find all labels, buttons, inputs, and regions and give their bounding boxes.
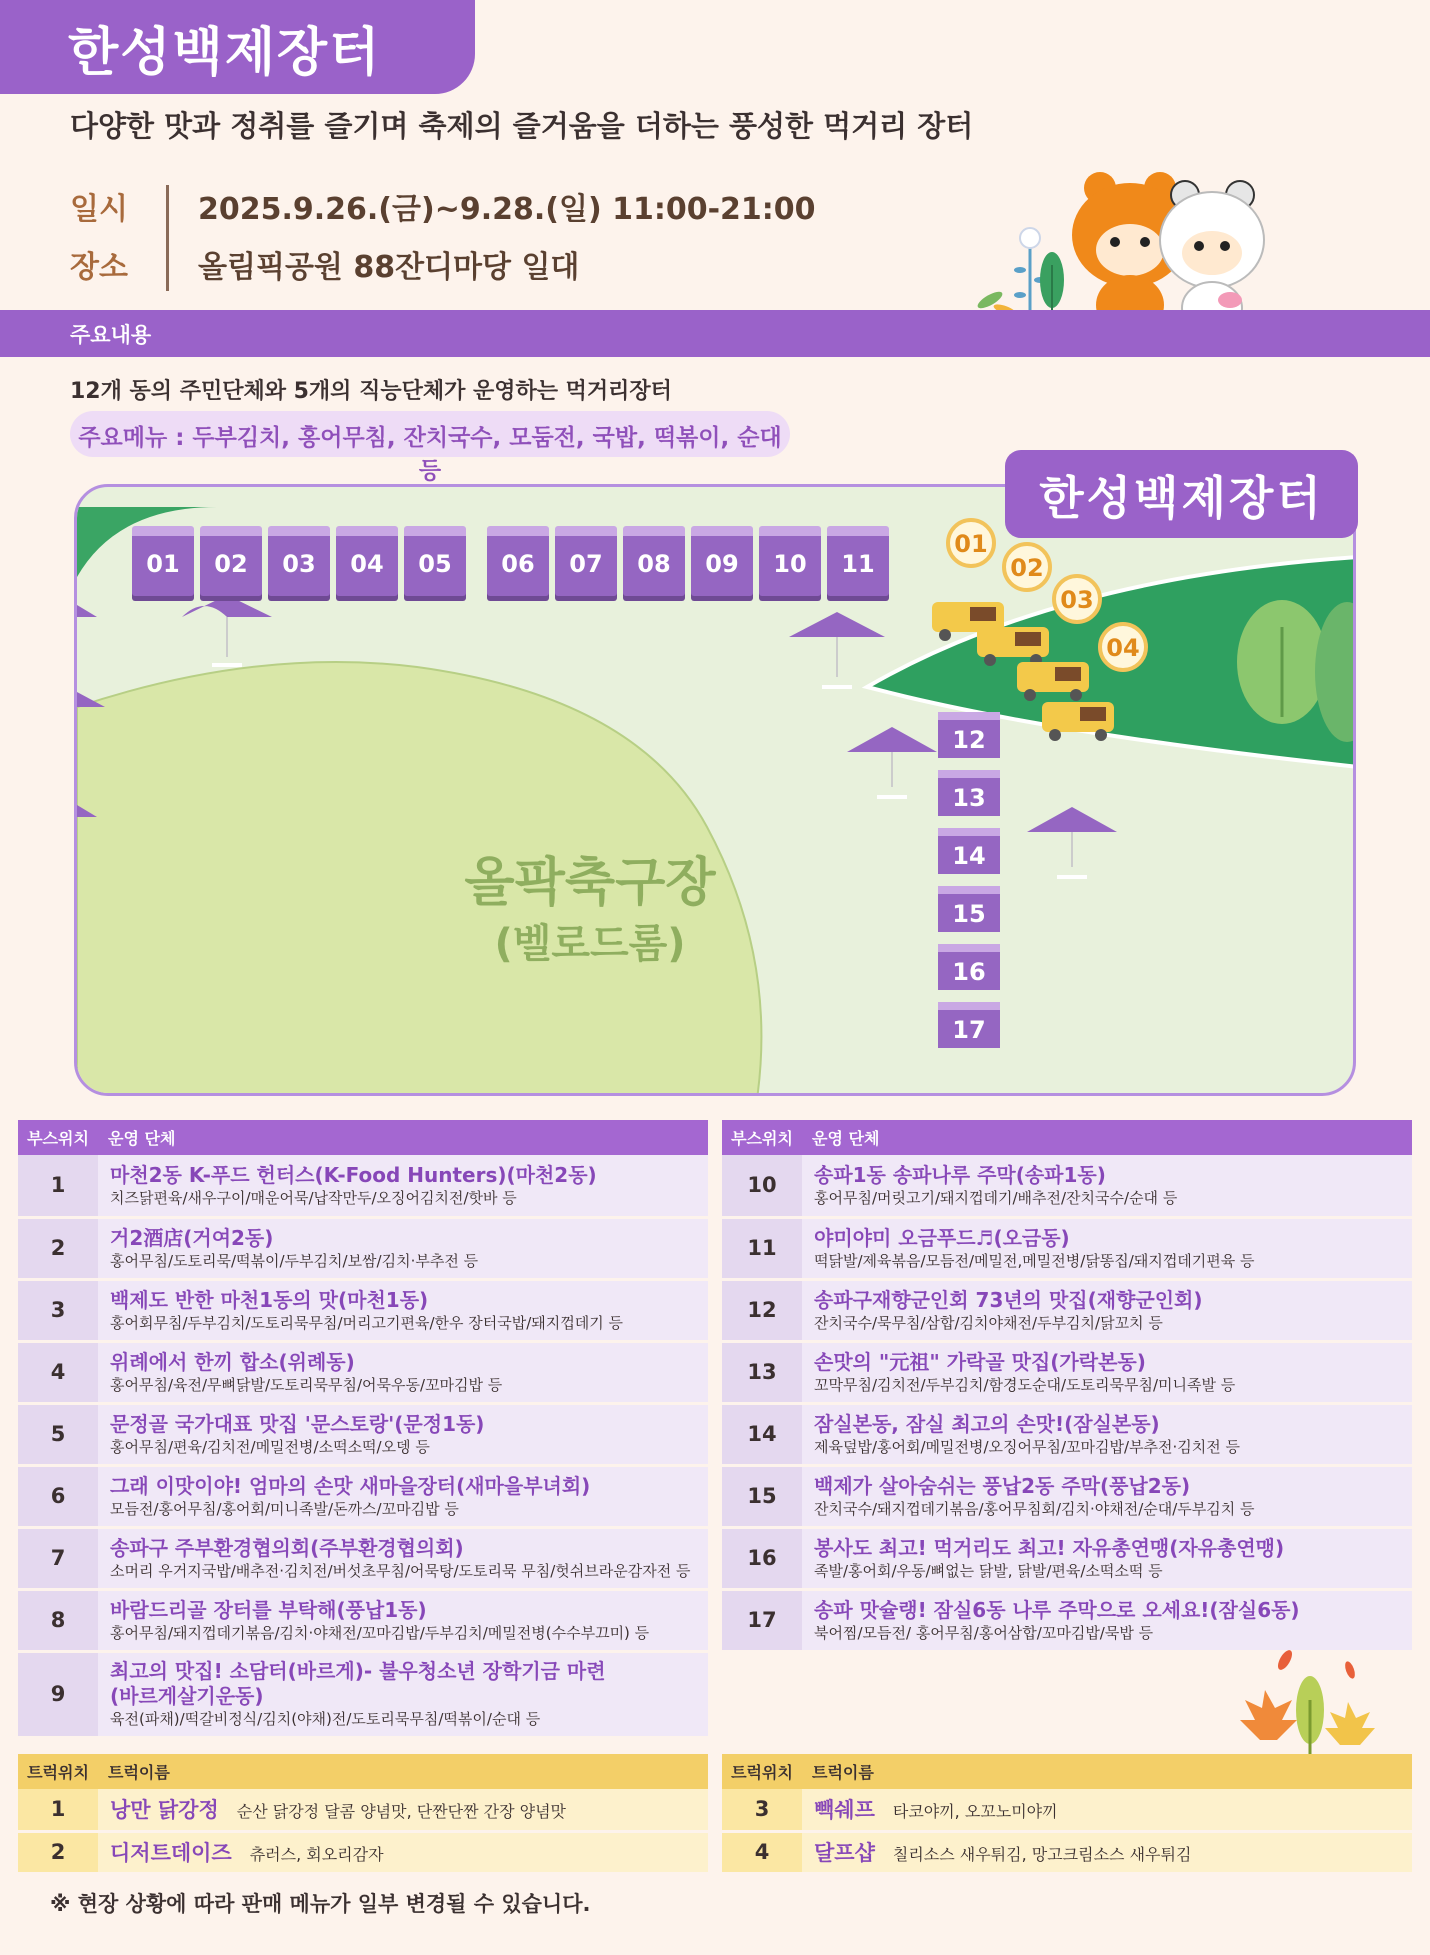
table-row [18,1403,708,1465]
truck-table-left [18,1754,708,1875]
booth-number: 17 [952,1016,986,1044]
table-row [18,1155,708,1217]
truck-no: 4 [722,1831,802,1873]
pin-number: 02 [1010,554,1044,582]
booth-no: 9 [18,1651,98,1737]
truck-name: 달프샵 [814,1841,875,1865]
operator-menu: 소머리 우거지국밥/배추전·김치전/버섯초무침/어묵탕/도토리묵 무침/헛쉬브라운감자전 등 [110,1561,691,1580]
col-truck-name: 트럭이름 [802,1754,1412,1789]
booth-no: 13 [722,1341,802,1403]
stadium-subname: (벨로드롬) [494,921,686,967]
operator-menu: 홍어무침/돼지껍데기볶음/김치·야채전/꼬마김밥/두부김치/메밀전병(수수부끄미) 등 [110,1623,650,1642]
col-truck-position: 트럭위치 [722,1754,802,1789]
operator-menu: 치즈닭편육/새우구이/매운어묵/납작만두/오징어김치전/핫바 등 [110,1188,517,1207]
booth-no: 4 [18,1341,98,1403]
truck-no: 1 [18,1789,98,1831]
booth-16[interactable] [938,944,1000,990]
table-header [18,1120,708,1155]
table-row [722,1279,1412,1341]
booth-number: 03 [282,550,316,578]
operator-menu: 육전(파채)/떡갈비정식/김치(야채)전/도토리묵무침/떡볶이/순대 등 [110,1710,541,1728]
booth-number: 13 [952,784,986,812]
truck-menu: 칠리소스 새우튀김, 망고크림소스 새우튀김 [892,1845,1192,1864]
map-title: 한성백제장터 [1039,471,1324,525]
operator-menu: 홍어무침/육전/무뼈닭발/도토리묵무침/어묵우동/꼬마김밥 등 [110,1375,503,1394]
operator-menu: 제육덮밥/홍어회/메밀전병/오징어무침/꼬마김밥/부추전·김치전 등 [814,1437,1241,1456]
food-truck-icon [977,627,1049,666]
operator-name-line2: (바르게살기운동) [110,1684,264,1708]
pin-number: 01 [954,530,988,558]
booth-number: 12 [952,726,986,754]
col-position: 부스위치 [18,1120,98,1155]
operator-name: 송파구 주부환경협의회(주부환경협의회) [110,1535,464,1560]
booth-number: 16 [952,958,986,986]
booth-01[interactable] [132,526,194,596]
booth-04[interactable] [336,526,398,596]
booth-no: 2 [18,1217,98,1279]
booth-02[interactable] [200,526,262,596]
truck-no: 2 [18,1831,98,1873]
plant-icon [975,228,1064,318]
booth-no: 11 [722,1217,802,1279]
col-truck-name: 트럭이름 [98,1754,708,1789]
booth-no: 1 [18,1155,98,1217]
operator-name: 위례에서 한끼 합소(위례동) [110,1349,355,1374]
table-row [18,1279,708,1341]
operator-menu: 홍어무침/머릿고기/돼지껍데기/배추전/잔치국수/순대 등 [814,1188,1178,1207]
operator-menu: 떡닭발/제육볶음/모듬전/메밀전,메밀전병/닭똥집/돼지껍데기편육 등 [814,1251,1255,1270]
operator-name: 잠실본동, 잠실 최고의 손맛!(잠실본동) [814,1411,1160,1436]
booth-no: 17 [722,1589,802,1651]
truck-pin-03[interactable] [1052,574,1102,624]
truck-name: 디저트데이즈 [110,1841,232,1865]
col-truck-position: 트럭위치 [18,1754,98,1789]
booth-17[interactable] [938,1002,1000,1048]
table-row [18,1527,708,1589]
table-row [722,1527,1412,1589]
booth-no: 8 [18,1589,98,1651]
booth-number: 01 [146,550,180,578]
booth-no: 3 [18,1279,98,1341]
pin-number: 03 [1060,586,1094,614]
booth-number: 08 [637,550,671,578]
table-row [18,1789,708,1831]
autumn-leaves-icon [1200,1640,1400,1770]
table-row [722,1217,1412,1279]
booth-03[interactable] [268,526,330,596]
truck-name: 낭만 닭강정 [110,1798,219,1823]
title-banner [0,0,475,94]
booth-11[interactable] [827,526,889,596]
table-header [722,1120,1412,1155]
section-title: 주요내용 [70,323,152,347]
truck-name: 빽쉐프 [814,1798,875,1823]
operator-name: 최고의 맛집! 소담터(바르게)- 불우청소년 장학기금 마련 [110,1659,606,1683]
table-row [722,1465,1412,1527]
info-divider [166,185,169,291]
page-title: 한성백제장터 [68,23,382,83]
operator-menu: 홍어무침/편육/김치전/메밀전병/소떡소떡/오뎅 등 [110,1437,430,1456]
booth-15[interactable] [938,886,1000,932]
booth-07[interactable] [555,526,617,596]
booth-no: 6 [18,1465,98,1527]
col-operator: 운영 단체 [98,1120,708,1155]
place-value: 올림픽공원 88잔디마당 일대 [198,250,580,285]
operator-name: 손맛의 "元祖" 가락골 맛집(가락본동) [814,1349,1146,1374]
booth-number: 10 [773,550,807,578]
table-row [18,1465,708,1527]
main-menu-pill [70,411,790,484]
booth-number: 02 [214,550,248,578]
booth-number: 06 [501,550,535,578]
table-row [18,1341,708,1403]
operator-name: 송파 맛슐랭! 잠실6동 나루 주막으로 오세요!(잠실6동) [814,1597,1300,1622]
booth-no: 14 [722,1403,802,1465]
food-truck-icon [1017,662,1089,701]
table-row [18,1651,708,1737]
table-row [18,1217,708,1279]
operator-name: 그래 이맛이야! 엄마의 손맛 새마을장터(새마을부녀회) [110,1473,591,1498]
operator-menu: 북어찜/모듬전/ 홍어무침/홍어삼합/꼬마김밥/묵밥 등 [814,1623,1154,1642]
operator-menu: 족발/홍어회/우동/뼈없는 닭발, 닭발/편육/소떡소떡 등 [814,1561,1163,1580]
table-row [722,1403,1412,1465]
main-menu-text: 주요메뉴 : 두부김치, 홍어무침, 잔치국수, 모둠전, 국밥, 떡볶이, 순대 등 [78,425,782,484]
operator-menu: 홍어회무침/두부김치/도토리묵무침/머리고기편육/한우 장터국밥/돼지껍데기 등 [110,1313,623,1332]
section-header [0,310,1430,357]
booth-number: 11 [841,550,875,578]
booth-number: 09 [705,550,739,578]
operator-name: 마천2동 K-푸드 헌터스(K-Food Hunters)(마천2동) [110,1162,597,1187]
operator-name: 송파1동 송파나루 주막(송파1동) [814,1162,1106,1187]
col-operator: 운영 단체 [802,1120,1412,1155]
table-row [722,1155,1412,1217]
table-header [722,1754,1412,1789]
truck-menu: 순산 닭강정 달콤 양념맛, 단짠단짠 간장 양념맛 [236,1802,567,1822]
table-row [18,1831,708,1873]
truck-menu: 츄러스, 회오리감자 [249,1845,384,1864]
booth-no: 7 [18,1527,98,1589]
operator-name: 봉사도 최고! 먹거리도 최고! 자유총연맹(자유총연맹) [814,1535,1285,1560]
booth-no: 10 [722,1155,802,1217]
operator-name: 문정골 국가대표 맛집 '문스토랑'(문정1동) [110,1411,485,1436]
booth-12[interactable] [938,712,1000,758]
table-row [722,1341,1412,1403]
map-title-badge [1005,450,1358,538]
operator-menu: 꼬막무침/김치전/두부김치/함경도순대/도토리묵무침/미니족발 등 [814,1375,1236,1394]
booth-09[interactable] [691,526,753,596]
operator-menu: 잔치국수/묵무침/삼합/김치야채전/두부김치/닭꼬치 등 [814,1313,1163,1332]
place-row [70,242,580,286]
date-row [70,184,816,228]
section-description: 12개 동의 주민단체와 5개의 직능단체가 운영하는 먹거리장터 [70,379,672,404]
truck-menu: 타코야끼, 오꼬노미야끼 [892,1802,1058,1822]
date-value: 2025.9.26.(금)~9.28.(일) 11:00-21:00 [198,192,816,227]
operator-name: 거2酒店(거여2동) [110,1225,274,1250]
table-row [722,1831,1412,1873]
place-label: 장소 [70,250,128,285]
operator-name: 야미야미 오금푸드♬(오금동) [814,1225,1070,1250]
operator-menu: 홍어무침/도토리묵/떡볶이/두부김치/보쌈/김치·부추전 등 [110,1251,479,1270]
table-row [722,1789,1412,1831]
operator-name: 백제가 살아숨쉬는 풍납2동 주막(풍납2동) [814,1473,1191,1498]
truck-no: 3 [722,1789,802,1831]
booth-number: 14 [952,842,986,870]
truck-pin-04[interactable] [1098,622,1148,672]
booth-05[interactable] [404,526,466,596]
pin-number: 04 [1106,634,1140,662]
page-subtitle: 다양한 맛과 정취를 즐기며 축제의 즐거움을 더하는 풍성한 먹거리 장터 [70,109,974,143]
food-truck-icon [1042,702,1114,741]
booth-table-right [722,1120,1412,1653]
booth-no: 12 [722,1279,802,1341]
truck-pin-02[interactable] [1002,542,1052,592]
booth-table-left [18,1120,708,1739]
stadium-name: 올팍축구장 [464,853,716,913]
operator-name: 바람드리골 장터를 부탁해(풍납1동) [110,1597,427,1622]
booth-06[interactable] [487,526,549,596]
operator-name: 백제도 반한 마천1동의 맛(마천1동) [110,1287,429,1312]
booth-number: 15 [952,900,986,928]
booth-number: 05 [418,550,452,578]
booth-10[interactable] [759,526,821,596]
date-label: 일시 [70,192,128,227]
truck-table-right [722,1754,1412,1875]
table-header [18,1754,708,1789]
booth-no: 5 [18,1403,98,1465]
operator-name: 송파구재향군인회 73년의 맛집(재향군인회) [814,1287,1203,1312]
footer-note: ※ 현장 상황에 따라 판매 메뉴가 일부 변경될 수 있습니다. [50,1892,591,1916]
col-position: 부스위치 [722,1120,802,1155]
booth-no: 16 [722,1527,802,1589]
booth-number: 07 [569,550,603,578]
operator-menu: 잔치국수/돼지껍데기볶음/홍어무침회/김치·야채전/순대/두부김치 등 [814,1499,1255,1518]
truck-pin-01[interactable] [946,518,996,568]
booth-no: 15 [722,1465,802,1527]
booth-number: 04 [350,550,384,578]
operator-menu: 모듬전/홍어무침/홍어회/미니족발/돈까스/꼬마김밥 등 [110,1499,459,1518]
booth-14[interactable] [938,828,1000,874]
booth-13[interactable] [938,770,1000,816]
booth-08[interactable] [623,526,685,596]
table-row [18,1589,708,1651]
